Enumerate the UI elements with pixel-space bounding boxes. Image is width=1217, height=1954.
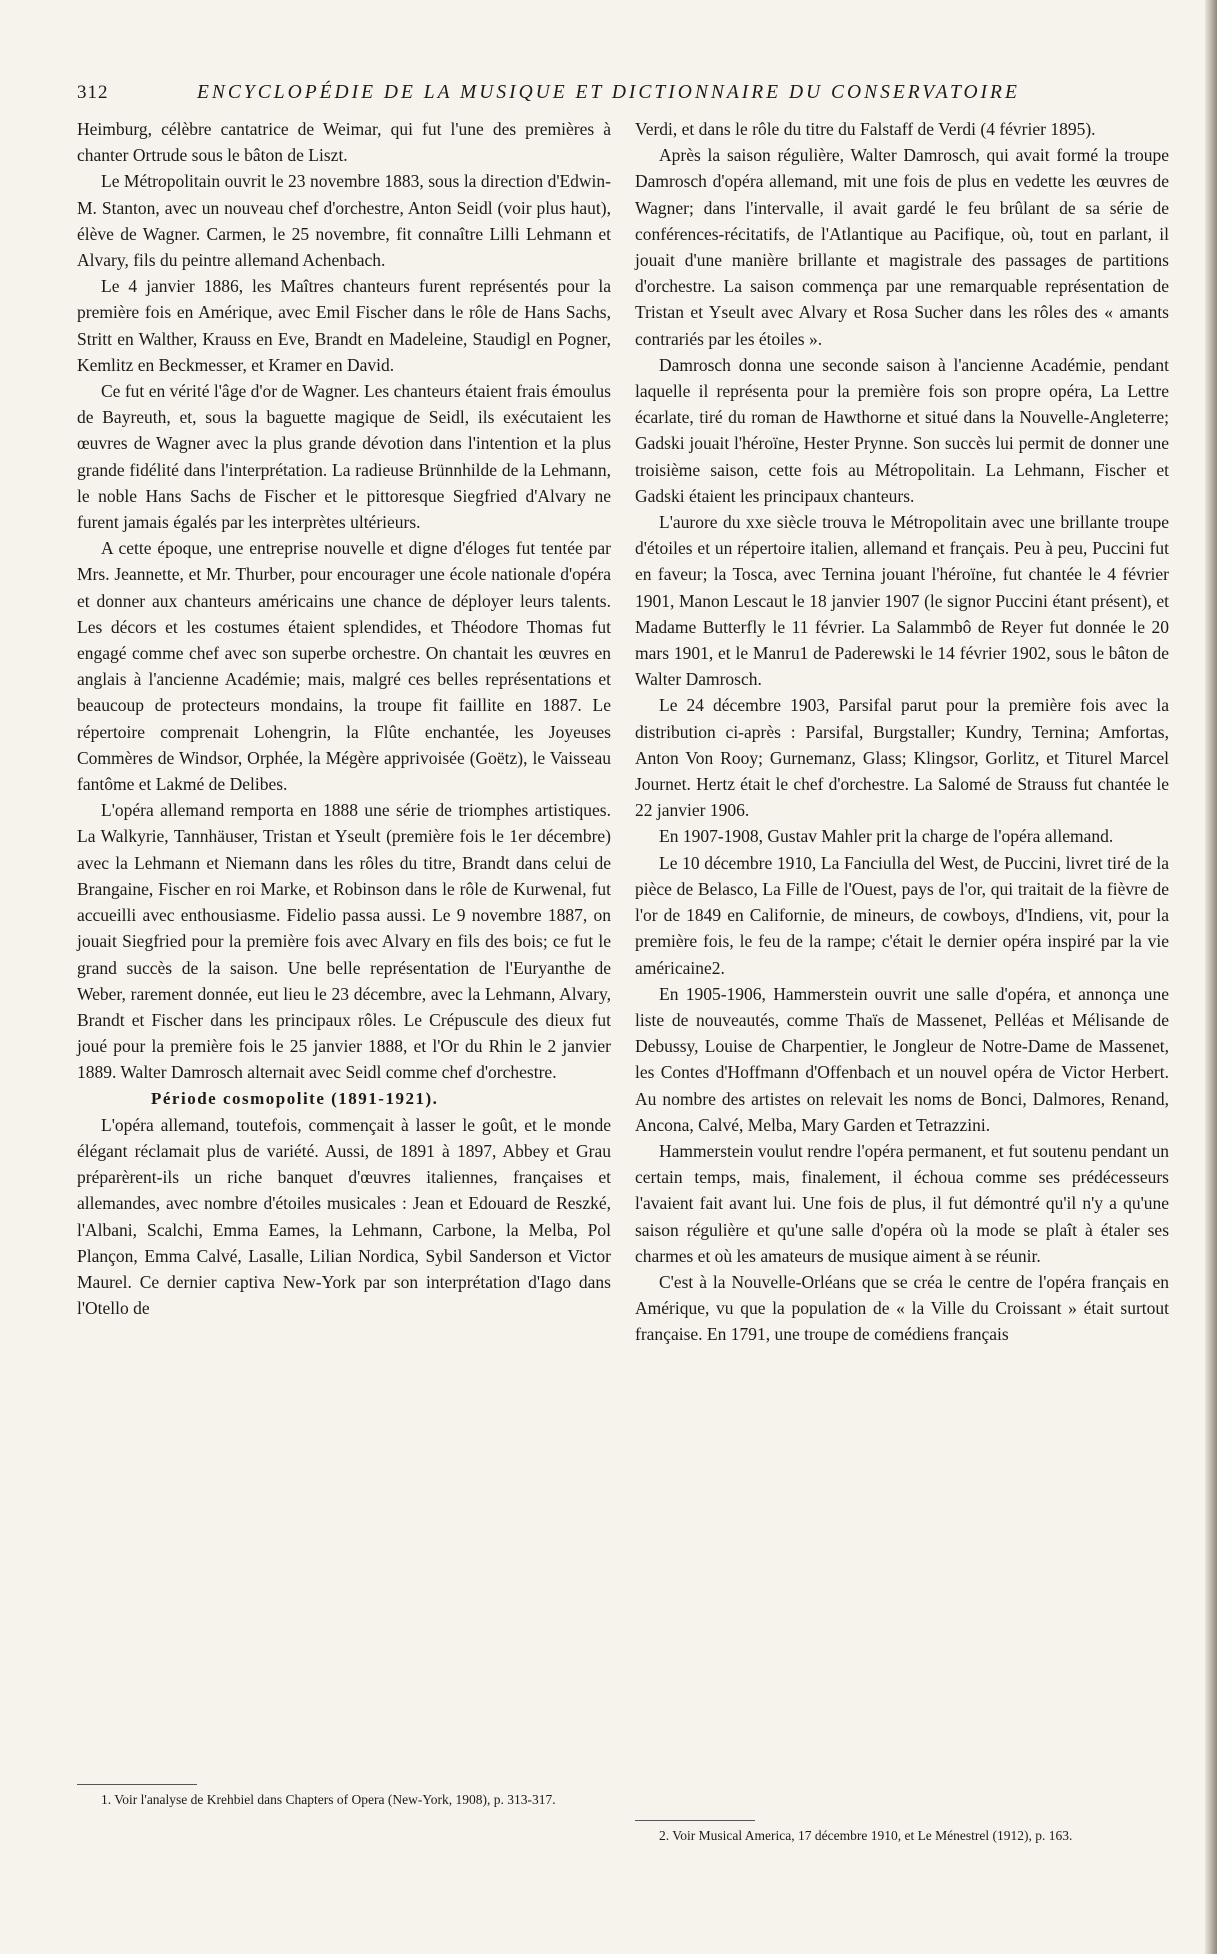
paragraph: A cette époque, une entreprise nouvelle et digne d'éloges fut tentée par Mrs. Jeannette, et Mr. Thurber, pour encourager une école nationale d'opéra et donner aux chanteurs américains une chance de déployer leurs talents. Les décors et les costumes étaient splendides, et Théodore Thomas fut engagé comme chef avec son superbe orchestre. On chantait les œuvres en anglais à l'ancienne Académie; mais, malgré ces belles représentations et beaucoup de protecteurs mondains, la troupe fit faillite en 1887. Le répertoire comprenait Lohengrin, la Flûte enchantée, les Joyeuses Commères de Windsor, Orphée, la Mégère apprivoisée (Goëtz), le Vaisseau fantôme et Lakmé de Delibes. bbox=[77, 538, 611, 795]
running-title: ENCYCLOPÉDIE DE LA MUSIQUE ET DICTIONNAIRE DU CONSERVATOIRE bbox=[197, 82, 1020, 103]
footnote-rule-right bbox=[635, 1820, 755, 1821]
page-number: 312 bbox=[77, 82, 109, 103]
paragraph: Damrosch donna une seconde saison à l'ancienne Académie, pendant laquelle il représenta pour la première fois son propre opéra, La Lettre écarlate, tiré du roman de Hawthorne et situé dans la Nouvelle-Angleterre; Gadski jouait l'héroïne, Hester Prynne. Son succès lui permit de donner une troisième saison, cette fois au Métropolitain. La Lehmann, Fischer et Gadski étaient les principaux chanteurs. bbox=[635, 354, 1169, 506]
paragraph: En 1905-1906, Hammerstein ouvrit une salle d'opéra, et annonça une liste de nouveautés, comme Thaïs de Massenet, Pelléas et Mélisande de Debussy, Louise de Charpentier, le Jongleur de Notre-Dame de Massenet, les Contes d'Hoffmann d'Offenbach et un nouvel opéra de Victor Herbert. Au nombre des artistes on relevait les noms de Bonci, Dalmores, Renand, Ancona, Calvé, Melba, Mary Garden et Tetrazzini. bbox=[635, 983, 1169, 1135]
left-column bbox=[77, 116, 611, 1321]
paragraph: Après la saison régulière, Walter Damrosch, qui avait formé la troupe Damrosch d'opéra allemand, mit une fois de plus en vedette les œuvres de Wagner; dans l'intervalle, il avait gardé le feu brûlant de sa série de conférences-récitatifs, de l'Atlantique au Pacifique, où, tout en parlant, il jouait d'une manière brillante et magistrale des passages de partitions d'orchestre. La saison commença par une remarquable représentation de Tristan et Yseult avec Alvary et Rosa Sucher dans les rôles des « amants contrariés par les étoiles ». bbox=[635, 145, 1169, 349]
footnote-left bbox=[77, 1790, 611, 1809]
paragraph: L'opéra allemand remporta en 1888 une série de triomphes artistiques. La Walkyrie, Tannhäuser, Tristan et Yseult (première fois le 1er décembre) avec la Lehmann et Niemann dans les rôles du titre, Brandt dans celui de Brangaine, Fischer en roi Marke, et Robinson dans le rôle de Kurwenal, fut accueilli avec enthousiasme. Fidelio passa aussi. Le 9 novembre 1887, on jouait Siegfried pour la première fois avec Alvary en fils des bois; ce fut le grand succès de la saison. Une belle représentation de l'Euryanthe de Weber, rarement donnée, eut lieu le 23 décembre, avec la Lehmann, Alvary, Brandt et Fischer dans les principaux rôles. Le Crépuscule des dieux fut joué pour la première fois le 25 janvier 1888, et l'Or du Rhin le 2 janvier 1889. Walter Damrosch alternait avec Seidl comme chef d'orchestre. bbox=[77, 800, 611, 1083]
paragraph: Verdi, et dans le rôle du titre du Falstaff de Verdi (4 février 1895). bbox=[635, 119, 1096, 139]
paragraph: Ce fut en vérité l'âge d'or de Wagner. Les chanteurs étaient frais émoulus de Bayreuth, et, sous la baguette magique de Seidl, ils exécutaient les œuvres de Wagner avec la plus grande dévotion dans l'intention et la plus grande fidélité dans l'interprétation. La radieuse Brünnhilde de la Lehmann, le noble Hans Sachs de Fischer et le pittoresque Siegfried d'Alvary ne furent jamais égalés par les interprètes ultérieurs. bbox=[77, 381, 611, 533]
footnote: 1. Voir l'analyse de Krehbiel dans Chapters of Opera (New-York, 1908), p. 313-317. bbox=[101, 1792, 556, 1807]
paragraph: Le 10 décembre 1910, La Fanciulla del West, de Puccini, livret tiré de la pièce de Belasco, La Fille de l'Ouest, pays de l'or, qui traitait de la fièvre de l'or de 1849 en Californie, de mineurs, de cowboys, d'Indiens, vit, pour la première fois, le feu de la rampe; c'était le dernier opéra inspiré par la vie américaine2. bbox=[635, 852, 1169, 978]
right-column bbox=[635, 116, 1169, 1348]
footnote-rule-left bbox=[77, 1784, 197, 1785]
paragraph: C'est à la Nouvelle-Orléans que se créa le centre de l'opéra français en Amérique, vu que la population de « la Ville du Croissant » était surtout française. En 1791, une troupe de comédiens français bbox=[635, 1271, 1169, 1345]
footnote: 2. Voir Musical America, 17 décembre 1910, et Le Ménestrel (1912), p. 163. bbox=[659, 1828, 1073, 1843]
section-title: Période cosmopolite (1891-1921). bbox=[151, 1088, 439, 1108]
footnote-right bbox=[635, 1826, 1169, 1845]
page-header bbox=[77, 82, 1167, 108]
paragraph: Le Métropolitain ouvrit le 23 novembre 1883, sous la direction d'Edwin-M. Stanton, avec un nouveau chef d'orchestre, Anton Seidl (voir plus haut), élève de Wagner. Carmen, le 25 novembre, fit connaître Lilli Lehmann et Alvary, fils du peintre allemand Achenbach. bbox=[77, 171, 611, 271]
page-edge bbox=[1205, 0, 1217, 1954]
paragraph: L'opéra allemand, toutefois, commençait à lasser le goût, et le monde élégant réclamait plus de variété. Aussi, de 1891 à 1897, Abbey et Grau préparèrent-ils un riche banquet d'œuvres italiennes, françaises et allemandes, avec nombre d'étoiles musicales : Jean et Edouard de Reszké, l'Albani, Scalchi, Emma Eames, la Lehmann, Carbone, la Melba, Pol Plançon, Emma Calvé, Lasalle, Lilian Nordica, Sybil Sanderson et Victor Maurel. Ce dernier captiva New-York par son interprétation d'Iago dans l'Otello de bbox=[77, 1114, 611, 1319]
paragraph: Le 4 janvier 1886, les Maîtres chanteurs furent représentés pour la première fois en Amérique, avec Emil Fischer dans le rôle de Hans Sachs, Stritt en Walther, Krauss en Eve, Brandt en Madeleine, Staudigl en Pogner, Kemlitz en Beckmesser, et Kramer en David. bbox=[77, 276, 611, 375]
paragraph: Heimburg, célèbre cantatrice de Weimar, qui fut l'une des premières à chanter Ortrude sous le bâton de Liszt. bbox=[77, 119, 611, 166]
paragraph: En 1907-1908, Gustav Mahler prit la charge de l'opéra allemand. bbox=[659, 826, 1114, 847]
paragraph: L'aurore du xxe siècle trouva le Métropolitain avec une brillante troupe d'étoiles et un répertoire italien, allemand et français. Peu à peu, Puccini fut en faveur; la Tosca, avec Ternina jouant l'héroïne, fut chantée le 4 février 1901, Manon Lescaut le 18 janvier 1907 (le signor Puccini étant présent), et Madame Butterfly le 11 février. La Salammbô de Reyer fut donnée le 20 mars 1901, et le Manru1 de Paderewski le 14 février 1902, sous le bâton de Walter Damrosch. bbox=[635, 512, 1169, 690]
paragraph: Le 24 décembre 1903, Parsifal parut pour la première fois avec la distribution ci-après : Parsifal, Burgstaller; Kundry, Ternina; Amfortas, Anton Von Rooy; Gurnemanz, Glass; Klingsor, Gorlitz, et Titurel Marcel Journet. Hertz était le chef d'orchestre. La Salomé de Strauss fut chantée le 22 janvier 1906. bbox=[635, 695, 1169, 821]
paragraph: Hammerstein voulut rendre l'opéra permanent, et fut soutenu pendant un certain temps, mais, finalement, il échoua comme ses prédécesseurs l'avaient fait avant lui. Une fois de plus, il fut démontré qu'il n'y a qu'une saison régulière et qu'une salle d'opéra où la mode se plaît à étaler ses charmes et où les amateurs de musique aiment à se réunir. bbox=[635, 1140, 1169, 1266]
